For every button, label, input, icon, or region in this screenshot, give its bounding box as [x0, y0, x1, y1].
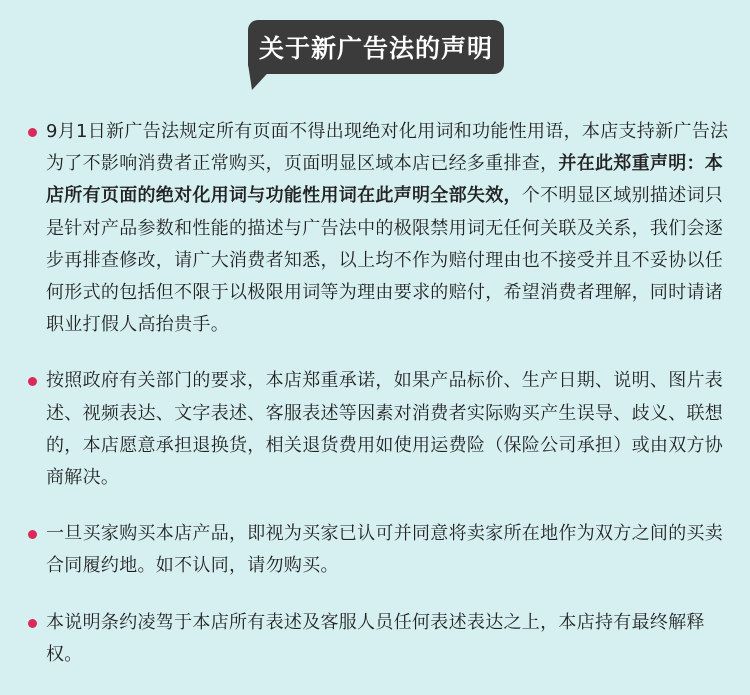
page-title: 关于新广告法的声明: [258, 34, 493, 63]
paragraph-4-text: 本说明条约凌驾于本店所有表述及客服人员任何表述表达之上，本店持有最终解释权。: [46, 611, 705, 665]
bullet-dot-icon: [28, 128, 37, 137]
paragraph-1-text-continued: 个不明显区域别描述词只是针对产品参数和性能的描述与广告法中的极限禁用词无任何关联及关系，我们会逐步再排查修改，请广大消费者知悉，以上均不作为赔付理由也不接受并且不妥协以任何形式的包括但不限于以极限用词等为理由要求的赔付，希望消费者理解，同时请诸职业打假人高抬贵手。: [46, 185, 724, 336]
paragraph-1-bold-text: 并在此郑重声明：本店所有页面的绝对化用词与功能性用词在此声明全部失效，: [46, 153, 724, 207]
title-bubble: [248, 20, 504, 74]
title-banner: [248, 20, 504, 74]
bullet-dot-icon: [28, 377, 37, 386]
statement-paragraph-3: [22, 518, 730, 582]
paragraph-1-text: 9月1日新广告法规定所有页面不得出现绝对化用词和功能性用语，本店支持新广告法为了不影响消费者正常购买，页面明显区域本店已经多重排查，: [46, 121, 729, 175]
paragraph-2-text: 按照政府有关部门的要求，本店郑重承诺，如果产品标价、生产日期、说明、图片表述、视频表达、文字表述、客服表述等因素对消费者实际购买产生误导、歧义、联想的，本店愿意承担退换货，相关退货费用如使用运费险（保险公司承担）或由双方协商解决。: [46, 370, 724, 489]
statement-paragraph-4: [22, 607, 730, 671]
bullet-dot-icon: [28, 619, 37, 628]
statement-paragraph-1: [22, 116, 730, 341]
paragraph-3-text: 一旦买家购买本店产品，即视为买家已认可并同意将卖家所在地作为双方之间的买卖合同履约地。如不认同，请勿购买。: [46, 523, 724, 577]
statement-list: [22, 116, 730, 695]
bullet-dot-icon: [28, 530, 37, 539]
statement-paragraph-2: [22, 365, 730, 494]
